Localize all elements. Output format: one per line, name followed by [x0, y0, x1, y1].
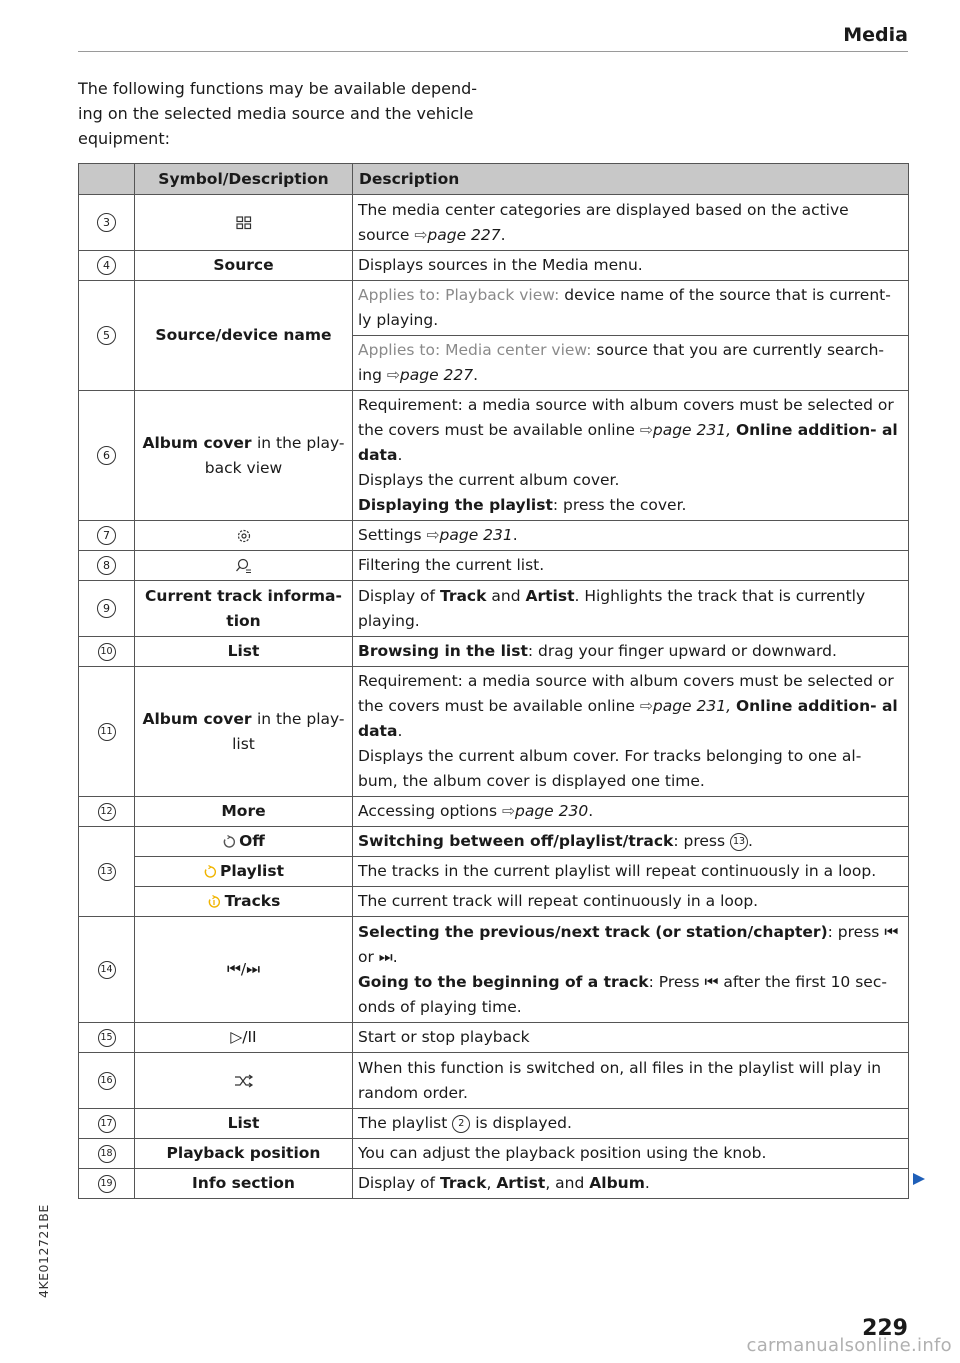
- shuffle-icon: [234, 1074, 254, 1088]
- table-row: 19 Info section Display of Track, Artist, and Album.: [79, 1169, 909, 1199]
- skip-previous-icon: ⏮: [884, 922, 899, 941]
- repeat-track-icon: [207, 895, 222, 909]
- callout-number: 16: [98, 1072, 116, 1090]
- table-row: [79, 1053, 909, 1109]
- table-row: 9 Current track informa- tion Display of Track and Artist. Highlights the track that is currently playing.: [79, 581, 909, 637]
- repeat-off-icon: [222, 835, 236, 849]
- row-description: Start or stop playback: [353, 1023, 909, 1053]
- table-row: [79, 887, 909, 917]
- row-symbol: Playback position: [135, 1139, 353, 1169]
- row-symbol: Info section: [135, 1169, 353, 1199]
- section-title: Media: [843, 24, 908, 46]
- row-symbol: List: [135, 637, 353, 667]
- callout-number: 9: [97, 599, 116, 618]
- row-description: The tracks in the current playlist will repeat continuously in a loop.: [353, 857, 909, 887]
- applies-label: Applies to: Media center view:: [358, 341, 592, 359]
- table-row: [79, 1023, 909, 1053]
- table-row: [79, 551, 909, 581]
- callout-reference: 2: [452, 1115, 470, 1133]
- table-row: 7 Settings ⇨page 231.: [79, 521, 909, 551]
- table-row: 17 List The playlist 2 is displayed.: [79, 1109, 909, 1139]
- watermark-text: carmanualsonline.info: [746, 1335, 952, 1356]
- callout-number: 14: [98, 961, 116, 979]
- callout-number: 12: [98, 803, 116, 821]
- table-row: 13 Off Switching between off/playlist/track: press 13 .: [79, 827, 909, 857]
- row-symbol: Album cover: [142, 433, 252, 452]
- row-symbol: Current track informa- tion: [135, 581, 353, 637]
- callout-number: 11: [98, 723, 116, 741]
- repeat-playlist-label: Playlist: [219, 862, 285, 880]
- table-row: 3 The media center categories are displayed based on the active source ⇨page 227.: [79, 195, 909, 251]
- callout-number: 3: [97, 213, 116, 232]
- repeat-tracks-label: Tracks: [224, 892, 281, 910]
- row-description: You can adjust the playback position using the knob.: [353, 1139, 909, 1169]
- table-row: 6 Album cover in the play- back view Requirement: a media source with album covers must be selected or the covers must be available online ⇨page 231, Online addition- al data. Displays the current album cover. Displaying the playlist: press the cover.: [79, 391, 909, 521]
- header-blank: [79, 164, 135, 195]
- page-number: 229: [862, 1316, 908, 1341]
- row-symbol: Source/device name: [135, 281, 353, 391]
- settings-gear-icon: [235, 527, 253, 545]
- callout-number: 6: [97, 446, 116, 465]
- page-reference: page 231,: [652, 697, 732, 715]
- intro-text: The following functions may be available depend- ing on the selected media source and the vehicle equipment:: [78, 79, 478, 148]
- table-row: 5 Source/device name Applies to: Playback view: device name of the source that is current- ly playing. Applies to: Media center view: source that you are currently search- ing ⇨page 227.: [79, 281, 909, 391]
- skip-prev-next-icon: ⏮/⏭: [226, 960, 261, 978]
- row-symbol: Source: [135, 251, 353, 281]
- skip-previous-icon: ⏮: [704, 972, 719, 991]
- callout-number: 8: [97, 556, 116, 575]
- table-row: [79, 251, 909, 281]
- functions-table: [78, 163, 909, 1199]
- callout-number: 13: [98, 863, 116, 881]
- document-code: 4KE012721BE: [36, 1204, 51, 1298]
- table-row: 10 List Browsing in the list: drag your finger upward or downward.: [79, 637, 909, 667]
- callout-number: 4: [97, 256, 116, 275]
- page-reference: page 230: [514, 802, 589, 820]
- table-row: [79, 1139, 909, 1169]
- table-row: 14 ⏮/⏭ Selecting the previous/next track (or station/chapter): press ⏮ or ⏭. Going to the beginning of a track: Press ⏮ after the first 10 sec- onds of playing time.: [79, 917, 909, 1023]
- header-description: Description: [353, 164, 909, 195]
- page-reference: page 231: [439, 526, 513, 544]
- table-header-row: [79, 164, 909, 195]
- play-pause-icon: ▷/II: [230, 1028, 257, 1046]
- row-description: The media center categories are displayed based on the active source: [358, 200, 849, 244]
- page-reference: page 227: [427, 225, 501, 244]
- header-symbol: Symbol/Description: [135, 164, 353, 195]
- row-description: Displays sources in the Media menu.: [353, 251, 909, 281]
- applies-label: Applies to: Playback view:: [358, 286, 560, 304]
- skip-next-icon: ⏭: [378, 947, 393, 966]
- row-symbol: More: [135, 797, 353, 827]
- callout-number: 5: [97, 326, 116, 345]
- table-row: [79, 857, 909, 887]
- repeat-playlist-icon: [203, 865, 217, 879]
- row-symbol: List: [135, 1109, 353, 1139]
- table-row: 12 More Accessing options ⇨page 230.: [79, 797, 909, 827]
- callout-number: 19: [98, 1175, 116, 1193]
- row-symbol: Album cover: [142, 709, 252, 728]
- page-reference: page 227: [399, 366, 474, 384]
- continue-arrow-icon: [912, 1172, 926, 1186]
- filter-search-icon: [235, 557, 253, 575]
- categories-grid-icon: [236, 216, 252, 230]
- table-row: 11 Album cover in the play- list Requirement: a media source with album covers must be selected or the covers must be available online ⇨page 231, Online addition- al data. Displays the current album cover. For tracks belonging to one al- bum, the album cover is displayed one time.: [79, 667, 909, 797]
- row-description: When this function is switched on, all files in the playlist will play in random order.: [353, 1053, 909, 1109]
- callout-reference: 13: [730, 833, 748, 851]
- repeat-off-label: Off: [239, 832, 265, 850]
- callout-number: 18: [98, 1145, 116, 1163]
- callout-number: 15: [98, 1029, 116, 1047]
- callout-number: 17: [98, 1115, 116, 1133]
- row-description: The current track will repeat continuously in a loop.: [353, 887, 909, 917]
- row-description: Settings: [358, 526, 422, 544]
- callout-number: 10: [98, 643, 116, 661]
- header-rule: [78, 51, 908, 52]
- row-description: Filtering the current list.: [353, 551, 909, 581]
- callout-number: 7: [97, 526, 116, 545]
- page-reference: page 231,: [652, 421, 732, 439]
